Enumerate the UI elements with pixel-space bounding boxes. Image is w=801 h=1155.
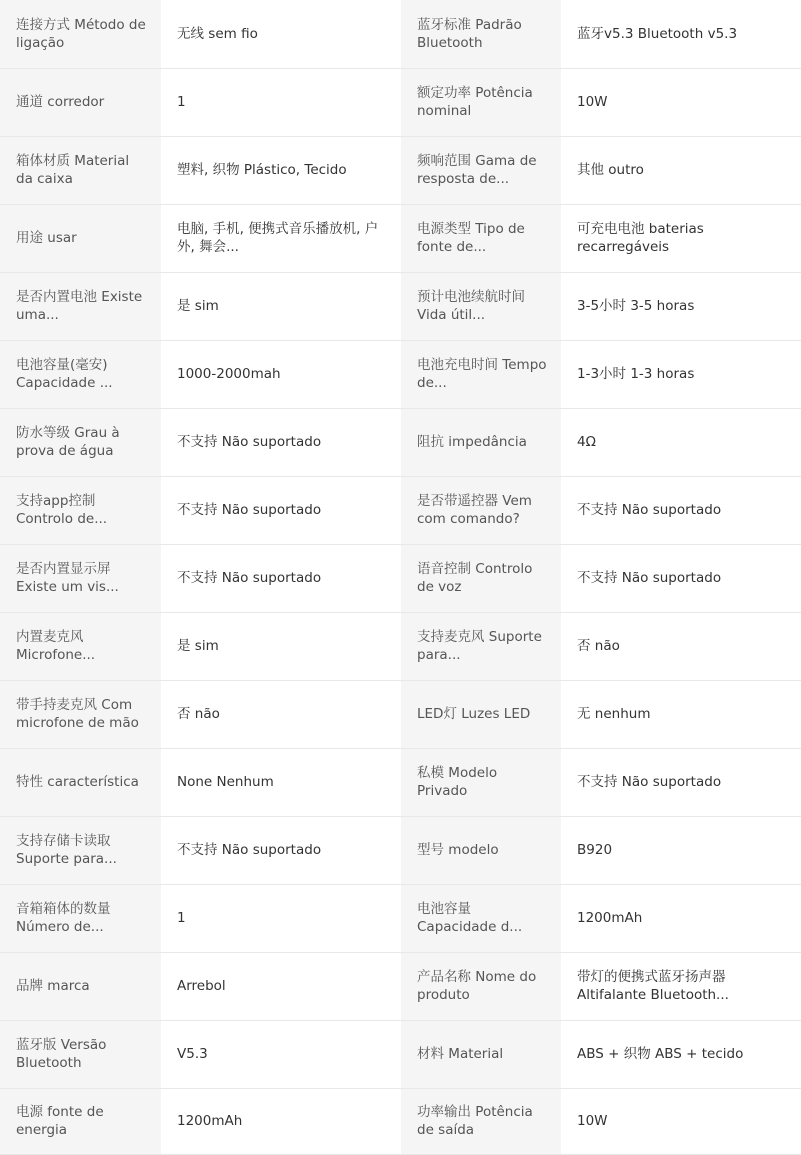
- spec-label: 电源 fonte de energia: [16, 1104, 104, 1138]
- spec-label-cell: [0, 816, 161, 884]
- spec-label: 是否内置显示屏 Existe um vis...: [16, 561, 119, 595]
- spec-label: 材料 Material: [417, 1046, 504, 1062]
- spec-value-cell: [561, 272, 801, 340]
- spec-label: 产品名称 Nome do produto: [417, 969, 537, 1003]
- spec-value-cell: [561, 136, 801, 204]
- spec-value: 否 não: [577, 638, 620, 654]
- spec-label-cell: [0, 0, 161, 68]
- spec-value: B920: [577, 842, 613, 858]
- spec-value-cell: [161, 476, 401, 544]
- spec-value: 4Ω: [577, 434, 596, 450]
- spec-value: 电脑, 手机, 便携式音乐播放机, 户外, 舞会...: [177, 221, 379, 255]
- spec-value: Arrebol: [177, 978, 226, 994]
- spec-label-cell: [401, 204, 561, 272]
- spec-value-cell: [561, 952, 801, 1020]
- spec-label-cell: [0, 204, 161, 272]
- spec-value: 1200mAh: [577, 910, 643, 926]
- spec-label: LED灯 Luzes LED: [417, 706, 531, 722]
- spec-value-cell: [161, 272, 401, 340]
- spec-label-cell: [0, 136, 161, 204]
- spec-label: 音箱箱体的数量 Número de...: [16, 901, 111, 935]
- spec-value: None Nenhum: [177, 774, 274, 790]
- spec-value-cell: [161, 680, 401, 748]
- spec-label-cell: [401, 476, 561, 544]
- spec-value-cell: [561, 1088, 801, 1154]
- spec-label-cell: [0, 544, 161, 612]
- spec-label-cell: [0, 748, 161, 816]
- spec-value-cell: [561, 1020, 801, 1088]
- spec-value-cell: [161, 612, 401, 680]
- spec-value-cell: [161, 68, 401, 136]
- spec-label: 用途 usar: [16, 230, 77, 246]
- spec-value: 否 não: [177, 706, 220, 722]
- spec-value: 不支持 Não suportado: [177, 502, 322, 518]
- spec-label: 阻抗 impedância: [417, 434, 527, 450]
- spec-label-cell: [401, 680, 561, 748]
- spec-value-cell: [561, 884, 801, 952]
- spec-label: 内置麦克风 Microfone...: [16, 629, 96, 663]
- spec-label: 支持app控制 Controlo de...: [16, 493, 108, 527]
- spec-label: 预计电池续航时间 Vida útil...: [417, 289, 525, 323]
- table-row: [0, 408, 801, 476]
- spec-label: 功率输出 Potência de saída: [417, 1104, 533, 1138]
- spec-value-cell: [161, 136, 401, 204]
- spec-value-cell: [561, 476, 801, 544]
- spec-value-cell: [161, 340, 401, 408]
- spec-label-cell: [401, 612, 561, 680]
- spec-label: 频响范围 Gama de resposta de...: [417, 153, 537, 187]
- spec-label-cell: [0, 680, 161, 748]
- spec-value: 1200mAh: [177, 1113, 243, 1129]
- spec-value: 不支持 Não suportado: [177, 570, 322, 586]
- spec-value-cell: [561, 612, 801, 680]
- spec-value: 10W: [577, 94, 608, 110]
- spec-value: 带灯的便携式蓝牙扬声器 Altifalante Bluetooth...: [577, 969, 729, 1003]
- spec-label-cell: [0, 952, 161, 1020]
- spec-label: 防水等级 Grau à prova de água: [16, 425, 120, 459]
- spec-label: 连接方式 Método de ligação: [16, 16, 146, 51]
- spec-label: 支持存储卡读取 Suporte para...: [16, 833, 117, 867]
- spec-value: 1-3小时 1-3 horas: [577, 366, 695, 382]
- spec-label-cell: [401, 816, 561, 884]
- spec-label-cell: [0, 408, 161, 476]
- spec-label-cell: [401, 408, 561, 476]
- table-row: [0, 68, 801, 136]
- spec-value: 不支持 Não suportado: [177, 842, 322, 858]
- spec-label-cell: [0, 68, 161, 136]
- spec-value: V5.3: [177, 1046, 208, 1062]
- spec-label: 型号 modelo: [417, 842, 499, 858]
- spec-value: 1000-2000mah: [177, 366, 281, 382]
- spec-value-cell: [161, 884, 401, 952]
- table-row: [0, 680, 801, 748]
- table-row: [0, 612, 801, 680]
- spec-label: 带手持麦克风 Com microfone de mão: [16, 697, 139, 731]
- spec-label-cell: [0, 272, 161, 340]
- spec-label: 额定功率 Potência nominal: [417, 85, 533, 119]
- spec-value: 1: [177, 94, 186, 110]
- spec-value-cell: [161, 1020, 401, 1088]
- spec-label: 品牌 marca: [16, 978, 90, 994]
- spec-value: 无线 sem fio: [177, 25, 258, 42]
- spec-value-cell: [561, 408, 801, 476]
- table-row: [0, 204, 801, 272]
- spec-value-cell: [161, 408, 401, 476]
- table-row: [0, 136, 801, 204]
- spec-label-cell: [0, 340, 161, 408]
- spec-label: 是否内置电池 Existe uma...: [16, 289, 143, 323]
- table-row: [0, 1020, 801, 1088]
- table-row: [0, 340, 801, 408]
- table-row: [0, 1088, 801, 1154]
- spec-value: 其他 outro: [577, 162, 644, 178]
- spec-value-cell: [161, 748, 401, 816]
- table-row: [0, 272, 801, 340]
- spec-label: 是否带遥控器 Vem com comando?: [417, 493, 532, 527]
- spec-value: 不支持 Não suportado: [577, 570, 722, 586]
- spec-value: 蓝牙v5.3 Bluetooth v5.3: [577, 25, 738, 42]
- spec-label-cell: [401, 0, 561, 68]
- spec-value: 不支持 Não suportado: [577, 502, 722, 518]
- spec-value: 1: [177, 910, 186, 926]
- spec-label-cell: [401, 952, 561, 1020]
- spec-value: 可充电电池 baterias recarregáveis: [577, 221, 704, 255]
- spec-value-cell: [161, 816, 401, 884]
- spec-label: 电池充电时间 Tempo de...: [417, 357, 547, 391]
- spec-value-cell: [161, 1088, 401, 1154]
- spec-value: 无 nenhum: [577, 706, 651, 722]
- spec-label-cell: [0, 1020, 161, 1088]
- spec-label: 特性 característica: [16, 774, 139, 790]
- spec-value-cell: [561, 816, 801, 884]
- spec-value: ABS + 织物 ABS + tecido: [577, 1046, 744, 1062]
- spec-label-cell: [401, 68, 561, 136]
- spec-label-cell: [401, 136, 561, 204]
- spec-label: 箱体材质 Material da caixa: [16, 153, 130, 187]
- spec-label: 语音控制 Controlo de voz: [417, 561, 533, 595]
- spec-label: 电池容量 Capacidade d...: [417, 901, 523, 935]
- spec-value-cell: [561, 748, 801, 816]
- spec-value-cell: [561, 204, 801, 272]
- spec-value-cell: [561, 340, 801, 408]
- table-row: [0, 476, 801, 544]
- spec-value: 3-5小时 3-5 horas: [577, 298, 695, 314]
- spec-value-cell: [561, 680, 801, 748]
- spec-label-cell: [0, 1088, 161, 1154]
- spec-value-cell: [561, 68, 801, 136]
- spec-label: 私模 Modelo Privado: [417, 765, 498, 799]
- table-row: [0, 748, 801, 816]
- spec-label: 蓝牙版 Versão Bluetooth: [16, 1037, 107, 1071]
- spec-value: 不支持 Não suportado: [177, 434, 322, 450]
- table-row: [0, 816, 801, 884]
- spec-value: 不支持 Não suportado: [577, 774, 722, 790]
- spec-label-cell: [401, 884, 561, 952]
- spec-label-cell: [401, 1088, 561, 1154]
- spec-label-cell: [0, 476, 161, 544]
- spec-label: 电源类型 Tipo de fonte de...: [417, 221, 525, 255]
- spec-value-cell: [161, 0, 401, 68]
- spec-label: 支持麦克风 Suporte para...: [417, 629, 542, 663]
- spec-value-cell: [161, 544, 401, 612]
- spec-value-cell: [561, 544, 801, 612]
- table-row: [0, 544, 801, 612]
- spec-label-cell: [401, 1020, 561, 1088]
- spec-label: 电池容量(毫安) Capacidade ...: [16, 357, 113, 391]
- spec-label-cell: [0, 612, 161, 680]
- spec-value: 是 sim: [177, 298, 219, 314]
- spec-value-cell: [561, 0, 801, 68]
- spec-label: 蓝牙标准 Padrão Bluetooth: [417, 16, 522, 51]
- spec-value: 是 sim: [177, 638, 219, 654]
- spec-value-cell: [161, 952, 401, 1020]
- spec-value-cell: [161, 204, 401, 272]
- spec-label-cell: [401, 272, 561, 340]
- spec-label-cell: [0, 884, 161, 952]
- table-row: [0, 0, 801, 68]
- spec-value: 10W: [577, 1113, 608, 1129]
- spec-label-cell: [401, 544, 561, 612]
- spec-label: 通道 corredor: [16, 94, 105, 110]
- table-row: [0, 952, 801, 1020]
- spec-value: 塑料, 织物 Plástico, Tecido: [177, 162, 347, 178]
- spec-label-cell: [401, 748, 561, 816]
- table-row: [0, 884, 801, 952]
- spec-label-cell: [401, 340, 561, 408]
